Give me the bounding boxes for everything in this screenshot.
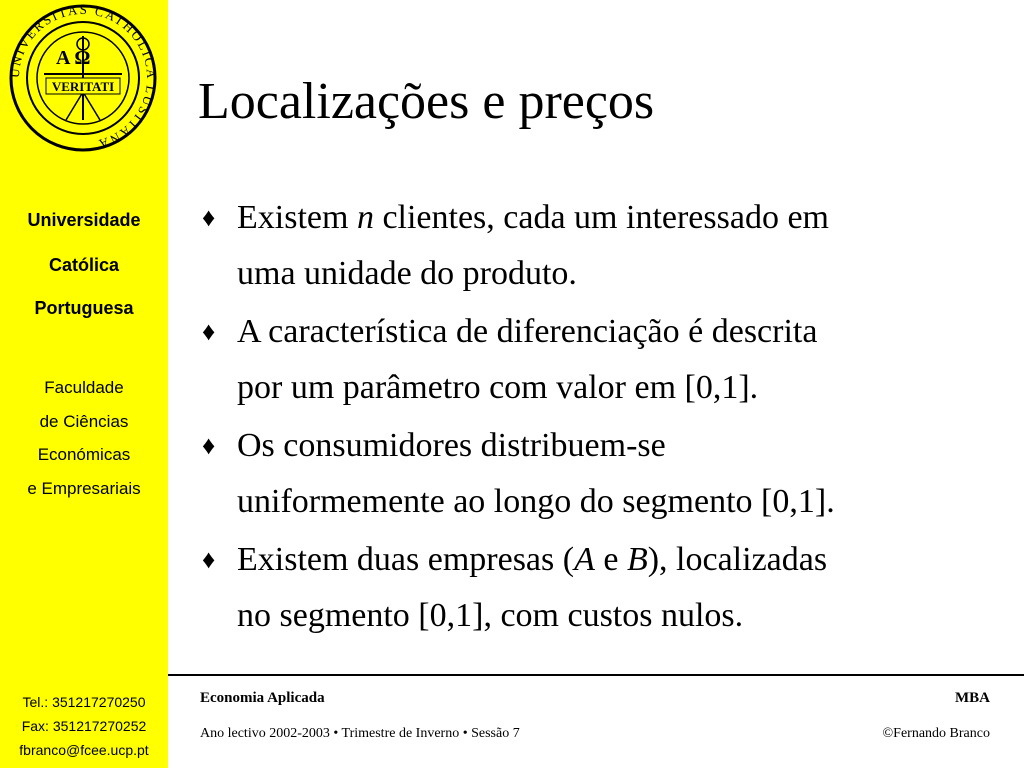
bullet-item bbox=[200, 190, 1000, 302]
diamond-bullet-icon: ♦ bbox=[202, 431, 216, 460]
bullet-text: Os consumidores distribuem-se bbox=[237, 427, 666, 464]
footer-session: Ano lectivo 2002-2003 • Trimestre de Inverno • Sessão 7 bbox=[200, 726, 520, 741]
faculty-line-4: e Empresariais bbox=[27, 479, 141, 498]
footer-divider bbox=[168, 674, 1024, 676]
bullet-text: A característica de diferenciação é descrita bbox=[237, 313, 818, 350]
university-name-line-3: Portuguesa bbox=[34, 298, 134, 318]
footer-author: ©Fernando Branco bbox=[882, 726, 990, 741]
university-logo bbox=[0, 0, 168, 160]
slide-title: Localizações e preços bbox=[198, 73, 655, 130]
seal-letters: A Ω bbox=[56, 47, 91, 69]
bullet-item bbox=[200, 418, 1000, 530]
contact-phone: Tel.: 351217270250 bbox=[22, 694, 146, 710]
diamond-bullet-icon: ♦ bbox=[202, 317, 216, 346]
bullet-text: uniformemente ao longo do segmento [0,1]. bbox=[237, 483, 835, 520]
university-name-line-2: Católica bbox=[48, 255, 120, 275]
bullet-text: uma unidade do produto. bbox=[237, 255, 577, 292]
diamond-bullet-icon: ♦ bbox=[202, 545, 216, 574]
bullet-text: e bbox=[594, 541, 627, 578]
bullet-text: ), localizadas bbox=[647, 541, 828, 578]
faculty-line-3: Económicas bbox=[37, 445, 131, 464]
faculty-line-2: de Ciências bbox=[39, 412, 129, 431]
diamond-bullet-icon: ♦ bbox=[202, 203, 216, 232]
bullet-list bbox=[200, 190, 1000, 646]
contact-fax: Fax: 351217270252 bbox=[21, 718, 147, 734]
bullet-text: no segmento [0,1], com custos nulos. bbox=[237, 597, 744, 634]
bullet-text-italic: B bbox=[626, 541, 648, 578]
bullet-item bbox=[200, 532, 1000, 644]
contact-email[interactable]: fbranco@fcee.ucp.pt bbox=[19, 742, 149, 758]
footer-program: MBA bbox=[955, 690, 990, 706]
seal-ring-text: UNIVERSITAS CATHOLICA LUSITANA bbox=[6, 2, 160, 153]
bullet-text: Existem duas empresas ( bbox=[237, 541, 575, 578]
university-name-line-1: Universidade bbox=[27, 210, 141, 230]
faculty-line-1: Faculdade bbox=[44, 378, 124, 397]
footer-course: Economia Aplicada bbox=[200, 690, 325, 706]
bullet-text-italic: A bbox=[574, 541, 595, 578]
university-seal-icon bbox=[4, 2, 162, 154]
bullet-item bbox=[200, 304, 1000, 416]
bullet-text: por um parâmetro com valor em [0,1]. bbox=[237, 369, 759, 406]
bullet-text-italic: n bbox=[356, 199, 374, 236]
seal-motto: VERITATI bbox=[51, 79, 115, 94]
bullet-text: clientes, cada um interessado em bbox=[373, 199, 829, 236]
bullet-text: Existem bbox=[237, 199, 357, 236]
